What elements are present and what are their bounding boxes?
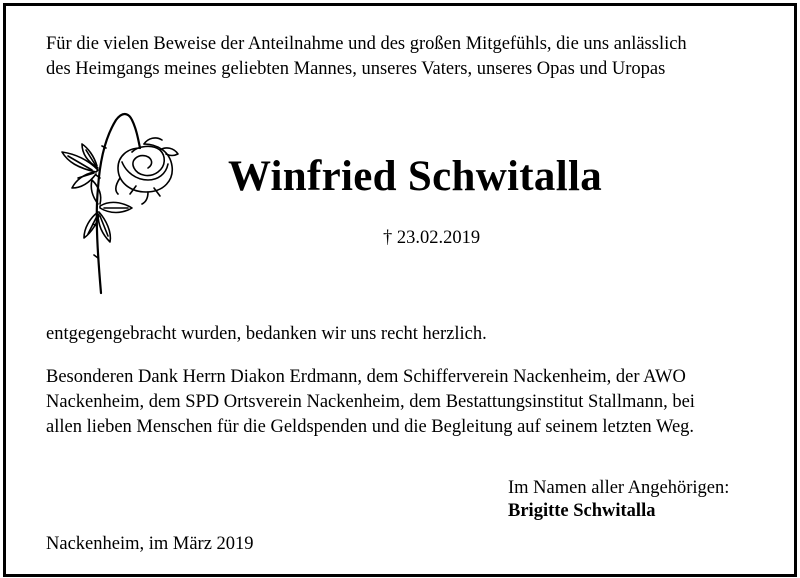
- special-thanks: [46, 365, 695, 440]
- intro-line-2: des Heimgangs meines geliebten Mannes, unseres Vaters, unseres Opas und Uropas: [46, 59, 666, 79]
- place-date: Nackenheim, im März 2019: [46, 534, 254, 554]
- deceased-name: Winfried Schwitalla: [228, 153, 603, 200]
- signature-name: Brigitte Schwitalla: [508, 501, 656, 521]
- special-thanks-line-3: allen lieben Menschen für die Geldspenden und die Begleitung auf seinem letzten Weg.: [46, 417, 695, 437]
- special-thanks-line-2: Nackenheim, dem SPD Ortsverein Nackenheim, dem Bestattungsinstitut Stallmann, bei: [46, 392, 695, 412]
- rose-icon: [48, 108, 193, 298]
- thanks-line: entgegengebracht wurden, bedanken wir uns recht herzlich.: [46, 324, 487, 344]
- intro-line-1: Für die vielen Beweise der Anteilnahme und des großen Mitgefühls, die uns anlässlich: [46, 34, 687, 54]
- intro-text: [46, 32, 687, 82]
- signature-intro: Im Namen aller Angehörigen:: [508, 478, 730, 498]
- death-date: † 23.02.2019: [383, 228, 481, 248]
- special-thanks-line-1: Besonderen Dank Herrn Diakon Erdmann, dem Schifferverein Nackenheim, der AWO: [46, 367, 686, 387]
